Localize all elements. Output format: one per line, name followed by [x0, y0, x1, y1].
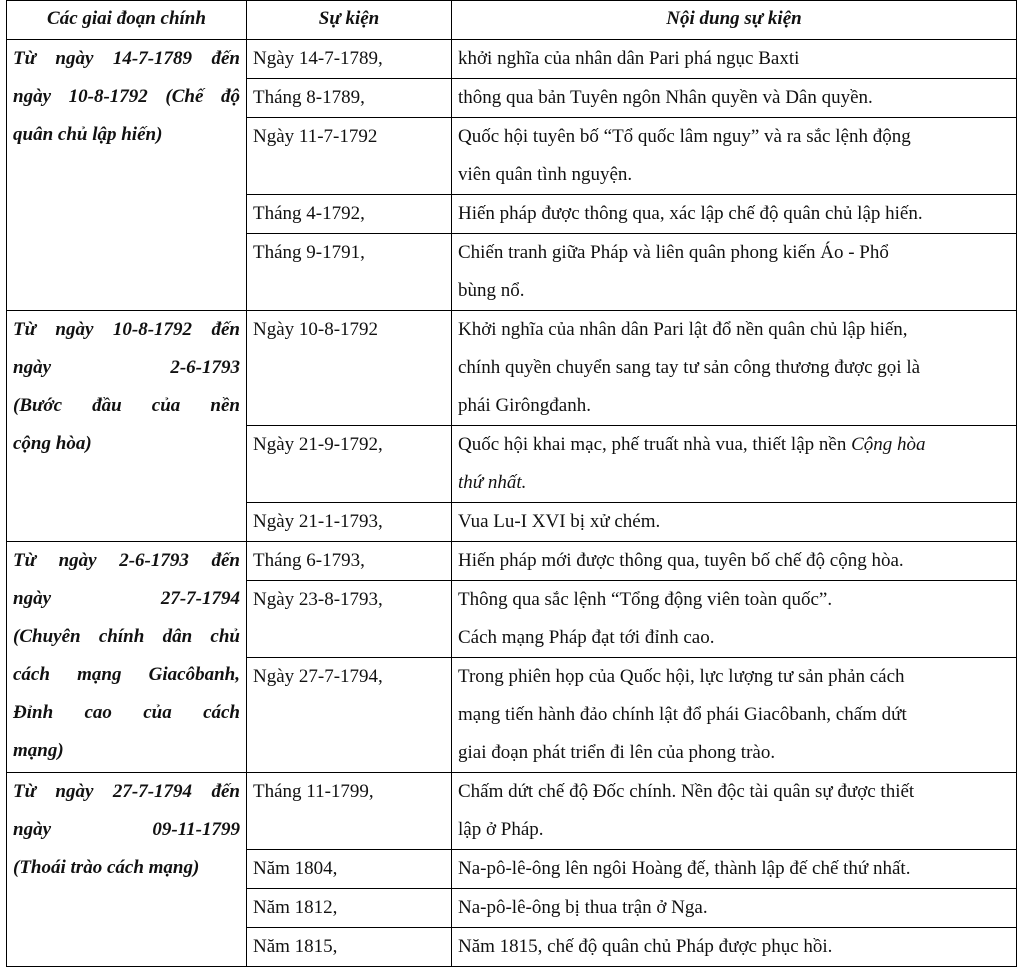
phase-line: cách mạng Giacôbanh, [13, 664, 240, 685]
event-content [452, 195, 1017, 234]
content-line: Thông qua sắc lệnh “Tổng động viên toàn quốc”. [458, 589, 833, 610]
table-row [7, 311, 1017, 426]
phase-line: ngày 10-8-1792 (Chế độ [13, 86, 240, 107]
table-row [7, 773, 1017, 850]
event-date: Năm 1812, [247, 889, 452, 928]
content-line: Quốc hội tuyên bố “Tổ quốc lâm nguy” và ra sắc lệnh động [458, 126, 911, 147]
header-content: Nội dung sự kiện [452, 1, 1017, 40]
italic-term: Cộng hòa [851, 434, 926, 455]
event-content [452, 581, 1017, 658]
event-date: Năm 1804, [247, 850, 452, 889]
content-line: Hiến pháp được thông qua, xác lập chế độ quân chủ lập hiến. [458, 203, 923, 224]
phase-line: (Bước đầu của nền [13, 395, 240, 416]
phase-line: quân chủ lập hiến) [13, 124, 163, 145]
event-content [452, 658, 1017, 773]
phase-line: (Chuyên chính dân chủ [13, 626, 240, 647]
phase-cell [7, 773, 247, 967]
event-date: Năm 1815, [247, 928, 452, 967]
event-content [452, 773, 1017, 850]
table-row [7, 542, 1017, 581]
phase-cell [7, 40, 247, 311]
content-line: chính quyền chuyển sang tay tư sản công thương được gọi là [458, 357, 921, 378]
content-line: bùng nổ. [458, 280, 525, 301]
event-date: Tháng 6-1793, [247, 542, 452, 581]
phase-line: (Thoái trào cách mạng) [13, 857, 200, 878]
event-date: Ngày 11-7-1792 [247, 118, 452, 195]
event-content [452, 426, 1017, 503]
event-date: Tháng 8-1789, [247, 79, 452, 118]
content-line: phái Girôngđanh. [458, 395, 591, 416]
phase-line: Từ ngày 14-7-1789 đến [13, 48, 240, 69]
header-event: Sự kiện [247, 1, 452, 40]
event-date: Tháng 4-1792, [247, 195, 452, 234]
content-line: thứ nhất. [458, 472, 527, 493]
content-line: Khởi nghĩa của nhân dân Pari lật đổ nền quân chủ lập hiến, [458, 319, 908, 340]
phase-line: mạng) [13, 740, 64, 761]
phase-cell [7, 311, 247, 542]
event-date: Tháng 9-1791, [247, 234, 452, 311]
event-date: Ngày 21-9-1792, [247, 426, 452, 503]
content-line: Chiến tranh giữa Pháp và liên quân phong kiến Áo - Phổ [458, 242, 889, 263]
header-phase: Các giai đoạn chính [7, 1, 247, 40]
content-line: Vua Lu-I XVI bị xử chém. [458, 511, 661, 532]
phase-line: Từ ngày 2-6-1793 đến [13, 550, 240, 571]
event-date: Ngày 21-1-1793, [247, 503, 452, 542]
content-line: Hiến pháp mới được thông qua, tuyên bố chế độ cộng hòa. [458, 550, 904, 571]
phase-line: ngày 27-7-1794 [13, 588, 240, 609]
content-line: giai đoạn phát triển đi lên của phong trào. [458, 742, 776, 763]
phase-line: cộng hòa) [13, 433, 92, 454]
event-content [452, 542, 1017, 581]
event-content [452, 79, 1017, 118]
content-line: lập ở Pháp. [458, 819, 544, 840]
header-row [7, 1, 1017, 40]
content-line: Cách mạng Pháp đạt tới đỉnh cao. [458, 627, 715, 648]
event-content [452, 234, 1017, 311]
event-content [452, 850, 1017, 889]
phase-line: Từ ngày 27-7-1794 đến [13, 781, 240, 802]
phase-line: ngày 09-11-1799 [13, 819, 240, 840]
content-line: Chấm dứt chế độ Đốc chính. Nền độc tài quân sự được thiết [458, 781, 915, 802]
event-date: Ngày 23-8-1793, [247, 581, 452, 658]
phase-line: Từ ngày 10-8-1792 đến [13, 319, 240, 340]
event-date: Ngày 14-7-1789, [247, 40, 452, 79]
content-line: Quốc hội khai mạc, phế truất nhà vua, thiết lập nền Cộng hòa [458, 434, 926, 455]
event-content [452, 928, 1017, 967]
content-line: khởi nghĩa của nhân dân Pari phá ngục Baxti [458, 48, 800, 69]
event-content [452, 503, 1017, 542]
content-line: mạng tiến hành đảo chính lật đổ phái Giacôbanh, chấm dứt [458, 704, 907, 725]
content-line: Na-pô-lê-ông lên ngôi Hoàng đế, thành lập đế chế thứ nhất. [458, 858, 911, 879]
phase-line: ngày 2-6-1793 [13, 357, 240, 378]
content-line: Năm 1815, chế độ quân chủ Pháp được phục hồi. [458, 936, 833, 957]
content-line: thông qua bản Tuyên ngôn Nhân quyền và Dân quyền. [458, 87, 873, 108]
event-date: Tháng 11-1799, [247, 773, 452, 850]
history-table [6, 0, 1017, 967]
event-date: Ngày 27-7-1794, [247, 658, 452, 773]
event-content [452, 311, 1017, 426]
phase-cell [7, 542, 247, 773]
event-content [452, 40, 1017, 79]
content-line: Trong phiên họp của Quốc hội, lực lượng tư sản phản cách [458, 666, 905, 687]
content-line: Na-pô-lê-ông bị thua trận ở Nga. [458, 897, 708, 918]
content-line: viên quân tình nguyện. [458, 164, 633, 185]
event-date: Ngày 10-8-1792 [247, 311, 452, 426]
table-row [7, 40, 1017, 79]
phase-line: Đỉnh cao của cách [13, 702, 240, 723]
event-content [452, 889, 1017, 928]
event-content [452, 118, 1017, 195]
